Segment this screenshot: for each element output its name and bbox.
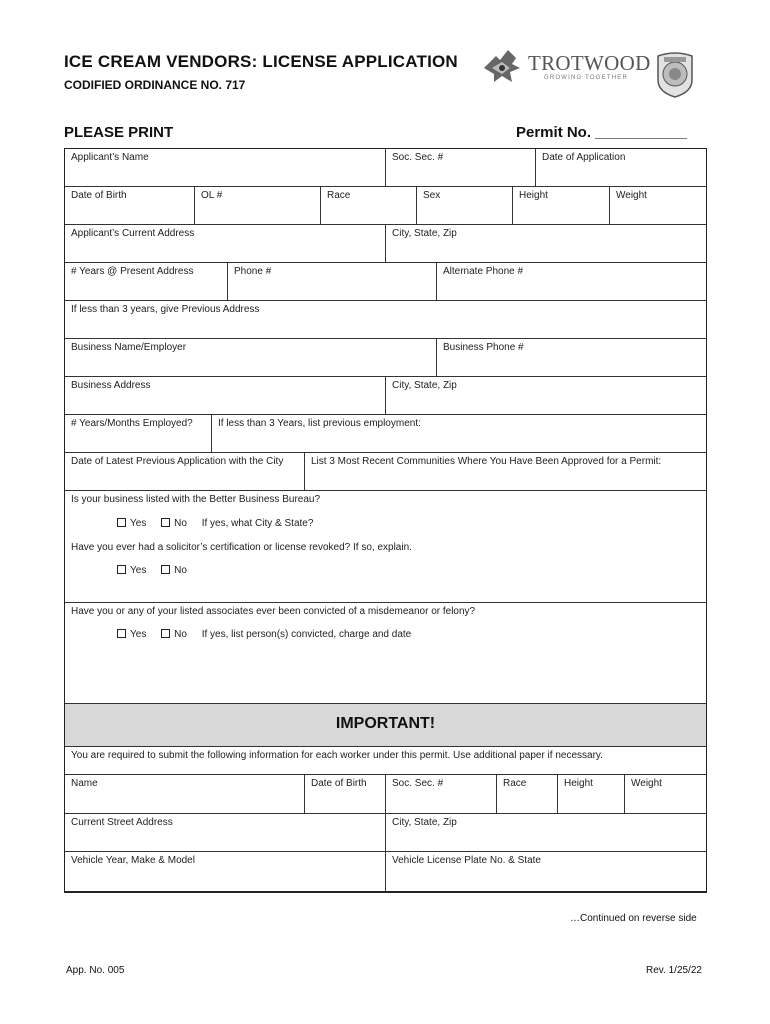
race-field[interactable] — [320, 187, 416, 224]
city-seal-icon — [654, 50, 696, 98]
current-address-label: Applicant’s Current Address — [71, 228, 195, 239]
permit-number-label: Permit No. ___________ — [516, 124, 687, 141]
convicted-yes-label: Yes — [130, 629, 147, 640]
worker-dob-field[interactable] — [304, 775, 385, 813]
business-name-label: Business Name/Employer — [71, 342, 187, 353]
business-phone-label: Business Phone # — [443, 342, 524, 353]
bbb-yes-option[interactable] — [117, 518, 146, 529]
years-employed-label: # Years/Months Employed? — [71, 418, 193, 429]
convicted-question-label: Have you or any of your listed associates ever been convicted of a misdemeanor or felony? — [71, 606, 476, 617]
date-of-application-label: Date of Application — [542, 152, 626, 163]
previous-employment-field[interactable] — [211, 415, 708, 452]
worker-street-address-field[interactable] — [65, 814, 385, 851]
soc-sec-field[interactable] — [385, 149, 535, 186]
worker-dob-label: Date of Birth — [311, 778, 367, 789]
revoked-no-option[interactable] — [161, 565, 187, 576]
date-of-application-field[interactable] — [535, 149, 708, 186]
bbb-followup-label: If yes, what City & State? — [201, 518, 314, 529]
worker-height-field[interactable] — [557, 775, 624, 813]
business-address-field[interactable] — [65, 377, 385, 414]
weight-label: Weight — [616, 190, 647, 201]
worker-soc-sec-field[interactable] — [385, 775, 496, 813]
business-city-label: City, State, Zip — [392, 380, 457, 391]
revision-date: Rev. 1/25/22 — [646, 965, 702, 976]
convicted-followup-label: If yes, list person(s) convicted, charge and date — [201, 629, 412, 640]
city-state-zip-field[interactable] — [385, 225, 708, 262]
years-employed-field[interactable] — [65, 415, 211, 452]
height-field[interactable] — [512, 187, 609, 224]
revoked-yes-option[interactable] — [117, 565, 146, 576]
plate-field[interactable] — [385, 852, 708, 891]
ol-field[interactable] — [194, 187, 320, 224]
form-row-applicant — [65, 149, 706, 187]
bbb-no-option[interactable] — [161, 518, 187, 529]
previous-address-field[interactable] — [65, 301, 708, 338]
previous-employment-label: If less than 3 Years, list previous employment: — [218, 418, 421, 429]
date-of-birth-label: Date of Birth — [71, 190, 127, 201]
date-of-birth-field[interactable] — [65, 187, 194, 224]
document-title: ICE CREAM VENDORS: LICENSE APPLICATION — [64, 52, 458, 71]
worker-race-label: Race — [503, 778, 527, 789]
form-row-employment — [65, 415, 706, 453]
worker-row-address — [65, 814, 706, 852]
race-label: Race — [327, 190, 351, 201]
form-row-previous-address — [65, 301, 706, 339]
previous-address-label: If less than 3 years, give Previous Address — [71, 304, 260, 315]
application-form — [64, 148, 707, 893]
business-address-label: Business Address — [71, 380, 151, 391]
trotwood-wordmark: TROTWOOD — [528, 51, 651, 75]
revoked-options — [117, 565, 199, 576]
worker-instructions-row — [65, 747, 706, 775]
form-row-business-address — [65, 377, 706, 415]
applicant-name-field[interactable] — [65, 149, 385, 186]
current-address-field[interactable] — [65, 225, 385, 262]
convicted-question-block — [65, 603, 706, 703]
business-name-field[interactable] — [65, 339, 436, 376]
form-row-address — [65, 225, 706, 263]
worker-name-label: Name — [71, 778, 98, 789]
app-number: App. No. 005 — [66, 965, 125, 976]
business-phone-field[interactable] — [436, 339, 708, 376]
convicted-yes-option[interactable] — [117, 629, 146, 640]
convicted-options — [117, 629, 411, 640]
worker-soc-sec-label: Soc. Sec. # — [392, 778, 444, 789]
alternate-phone-field[interactable] — [436, 263, 708, 300]
important-heading: IMPORTANT! — [335, 715, 436, 732]
sex-label: Sex — [423, 190, 441, 201]
continued-note: …Continued on reverse side — [570, 913, 697, 924]
form-row-applications — [65, 453, 706, 491]
trotwood-tagline: GROWING TOGETHER — [544, 75, 628, 81]
height-label: Height — [519, 190, 548, 201]
convicted-no-option[interactable] — [161, 629, 187, 640]
bbb-question-block — [65, 491, 706, 541]
years-present-address-field[interactable] — [65, 263, 227, 300]
form-row-phone — [65, 263, 706, 301]
phone-field[interactable] — [227, 263, 436, 300]
recent-communities-field[interactable] — [304, 453, 708, 490]
vehicle-label: Vehicle Year, Make & Model — [71, 855, 195, 866]
revoked-yes-label: Yes — [130, 565, 147, 576]
worker-city-state-zip-label: City, State, Zip — [392, 817, 457, 828]
soc-sec-label: Soc. Sec. # — [392, 152, 444, 163]
applicant-name-label: Applicant’s Name — [71, 152, 149, 163]
revoked-question-label: Have you ever had a solicitor’s certification or license revoked? If so, explain. — [71, 542, 412, 553]
worker-name-field[interactable] — [65, 775, 304, 813]
revoked-no-label: No — [174, 565, 187, 576]
worker-row-vehicle — [65, 852, 706, 891]
worker-city-state-zip-field[interactable] — [385, 814, 708, 851]
vehicle-field[interactable] — [65, 852, 385, 891]
trotwood-logo — [482, 44, 651, 88]
revoked-yes-checkbox[interactable] — [117, 565, 126, 574]
latest-application-label: Date of Latest Previous Application with the City — [71, 456, 284, 467]
worker-street-address-label: Current Street Address — [71, 817, 173, 828]
business-city-field[interactable] — [385, 377, 708, 414]
convicted-no-checkbox[interactable] — [161, 629, 170, 638]
worker-instructions: You are required to submit the following information for each worker under this permit. Use additional paper if necessary. — [71, 750, 603, 761]
sex-field[interactable] — [416, 187, 512, 224]
trotwood-leaf-icon — [482, 46, 522, 86]
bbb-yes-checkbox[interactable] — [117, 518, 126, 527]
alternate-phone-label: Alternate Phone # — [443, 266, 524, 277]
recent-communities-label: List 3 Most Recent Communities Where You Have Been Approved for a Permit: — [311, 456, 662, 467]
ordinance-subtitle: CODIFIED ORDINANCE NO. 717 — [64, 78, 246, 92]
revoked-question-block — [65, 539, 706, 603]
latest-application-field[interactable] — [65, 453, 304, 490]
form-row-business — [65, 339, 706, 377]
convicted-no-label: No — [174, 629, 187, 640]
ol-label: OL # — [201, 190, 223, 201]
plate-label: Vehicle License Plate No. & State — [392, 855, 541, 866]
important-banner — [65, 703, 706, 747]
please-print-heading: PLEASE PRINT — [64, 124, 174, 141]
worker-row-identity — [65, 775, 706, 814]
phone-label: Phone # — [234, 266, 272, 277]
bbb-no-checkbox[interactable] — [161, 518, 170, 527]
form-row-personal — [65, 187, 706, 225]
city-state-zip-label: City, State, Zip — [392, 228, 457, 239]
years-present-address-label: # Years @ Present Address — [71, 266, 194, 277]
bbb-yes-label: Yes — [130, 518, 147, 529]
bbb-options — [117, 518, 313, 529]
worker-weight-field[interactable] — [624, 775, 708, 813]
weight-field[interactable] — [609, 187, 708, 224]
revoked-no-checkbox[interactable] — [161, 565, 170, 574]
convicted-yes-checkbox[interactable] — [117, 629, 126, 638]
bbb-question-label: Is your business listed with the Better Business Bureau? — [71, 494, 321, 505]
worker-race-field[interactable] — [496, 775, 557, 813]
worker-weight-label: Weight — [631, 778, 662, 789]
worker-height-label: Height — [564, 778, 593, 789]
bbb-no-label: No — [174, 518, 187, 529]
